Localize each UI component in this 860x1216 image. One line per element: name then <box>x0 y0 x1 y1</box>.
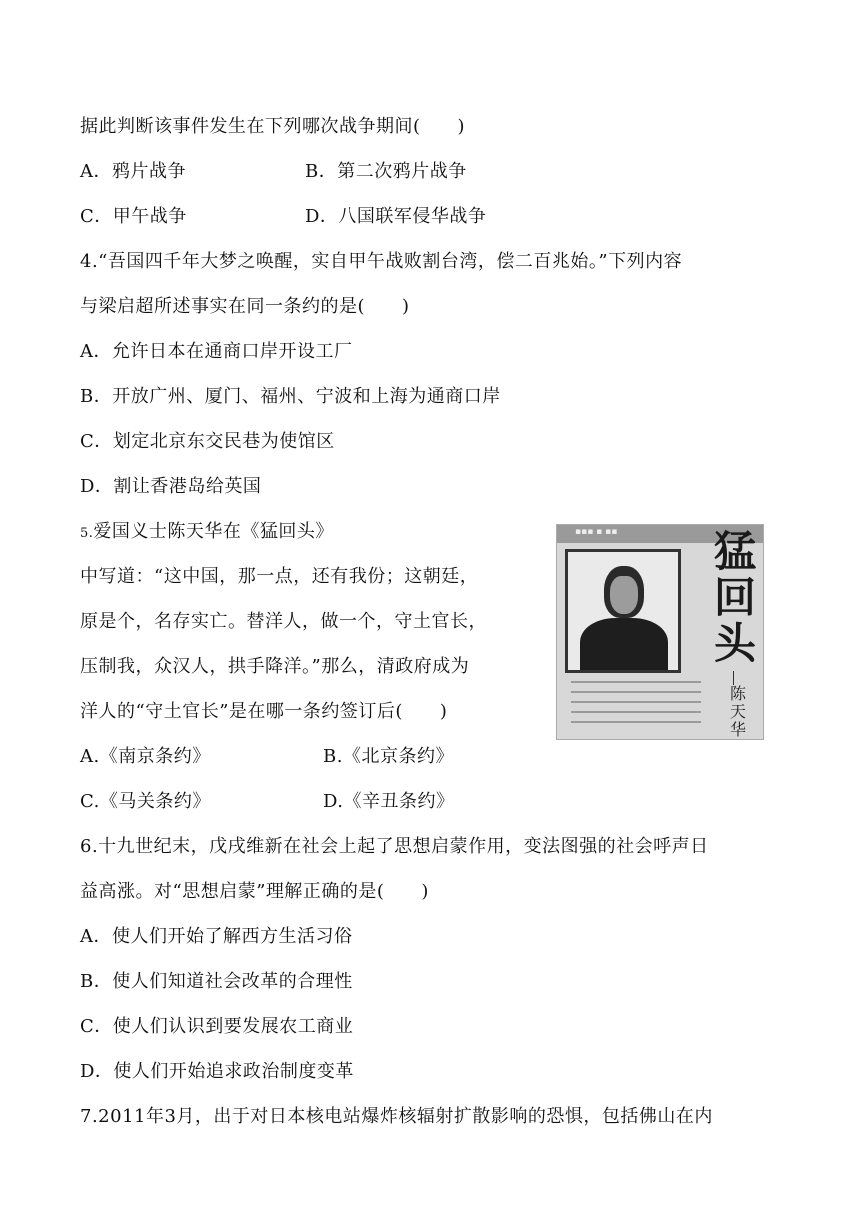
q5-stem-text: 爱国义士陈天华在《猛回头》 <box>93 521 334 542</box>
portrait-body <box>580 618 668 673</box>
cover-title: 猛回头 <box>713 527 756 668</box>
portrait-face <box>610 576 638 614</box>
q6-stem-line-1: 6.十九世纪末，戊戌维新在社会上起了思想启蒙作用，变法图强的社会呼声日 <box>80 836 709 857</box>
cover-author: 陈天华 <box>729 684 746 739</box>
q5-stem-line-5: 洋人的“守土官长”是在哪一条约签订后( ) <box>80 701 448 722</box>
q6-option-c: C．使人们认识到要发展农工商业 <box>80 1016 354 1037</box>
q5-option-c: C.《马关条约》 <box>80 791 211 812</box>
q5-stem-line-2: 中写道：“这中国，那一点，还有我份；这朝廷， <box>80 566 479 587</box>
q5-option-a: A.《南京条约》 <box>80 746 211 767</box>
q3-option-a: A．鸦片战争 <box>80 161 186 182</box>
q7-stem-line-1: 7.2011年3月，出于对日本核电站爆炸核辐射扩散影响的恐惧，包括佛山在内 <box>80 1106 713 1127</box>
q6-option-b: B．使人们知道社会改革的合理性 <box>80 971 353 992</box>
q6-option-a: A．使人们开始了解西方生活习俗 <box>80 926 353 947</box>
q6-option-d: D．使人们开始追求政治制度变革 <box>80 1061 354 1082</box>
q4-option-a: A．允许日本在通商口岸开设工厂 <box>80 341 353 362</box>
q5-stem-line-3: 原是个，名存实亡。替洋人，做一个，守土官长， <box>80 611 487 632</box>
cover-top-text: ▪▪▪ ▪ ▪▪ <box>575 527 618 537</box>
q5-option-d: D.《辛丑条约》 <box>323 791 455 812</box>
q3-option-d: D．八国联军侵华战争 <box>305 206 487 227</box>
q3-option-c: C．甲午战争 <box>80 206 187 227</box>
q4-option-c: C．划定北京东交民巷为使馆区 <box>80 431 335 452</box>
q6-stem-line-2: 益高涨。对“思想启蒙”理解正确的是( ) <box>80 881 429 902</box>
question-stem-line: 据此判断该事件发生在下列哪次战争期间( ) <box>80 116 466 137</box>
portrait-photo <box>565 549 681 673</box>
q5-number: 5. <box>80 526 94 541</box>
q5-stem-line-4: 压制我，众汉人，拱手降洋。”那么，清政府成为 <box>80 656 470 677</box>
q4-option-d: D．割让香港岛给英国 <box>80 476 262 497</box>
q4-stem-line-2: 与梁启超所述事实在同一条约的是( ) <box>80 296 410 317</box>
cover-small-print <box>571 681 701 737</box>
q3-option-b: B．第二次鸦片战争 <box>305 161 467 182</box>
q4-stem-line-1: 4.“吾国四千年大梦之唤醒，实自甲午战败割台湾，偿二百兆始。”下列内容 <box>80 251 683 272</box>
book-cover-image <box>556 524 764 740</box>
q5-stem-line-1 <box>80 520 334 546</box>
cover-dash <box>733 671 734 685</box>
q4-option-b: B．开放广州、厦门、福州、宁波和上海为通商口岸 <box>80 386 501 407</box>
q5-option-b: B.《北京条约》 <box>323 746 454 767</box>
